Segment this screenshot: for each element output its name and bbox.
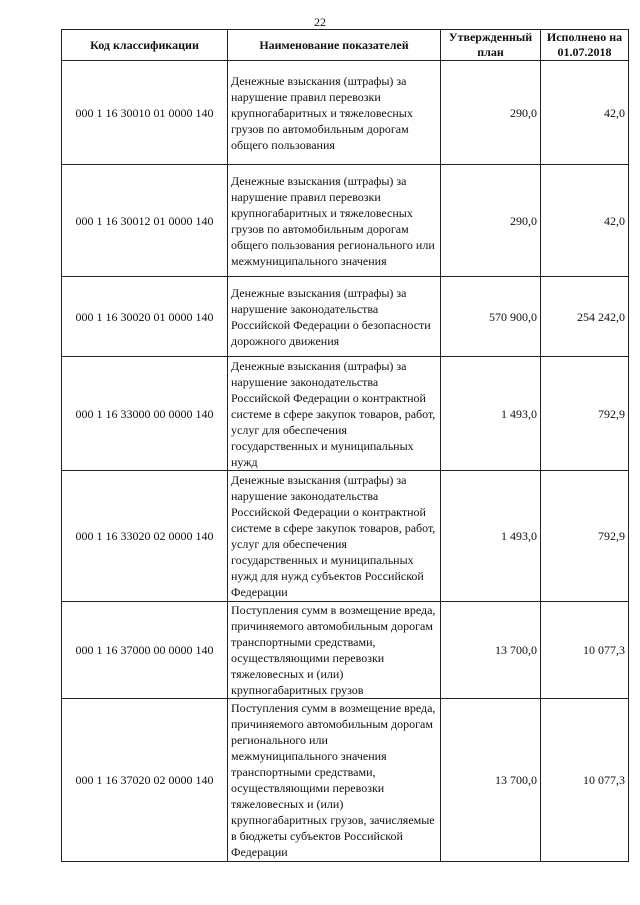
- table-row: [62, 471, 629, 602]
- row-name: Поступления сумм в возмещение вреда, причиняемого автомобильным дорогам транспортными средствами, осуществляющими перевозки тяжеловесных и (или) крупногабаритных грузов: [228, 602, 441, 699]
- row-name: Денежные взыскания (штрафы) за нарушение законодательства Российской Федерации о безопасности дорожного движения: [228, 277, 441, 357]
- table-header-row: [62, 30, 629, 61]
- row-plan: 13 700,0: [441, 602, 541, 699]
- row-plan: 1 493,0: [441, 357, 541, 471]
- row-done: 792,9: [541, 357, 629, 471]
- header-code: Код классификации: [62, 30, 228, 61]
- table-row: [62, 357, 629, 471]
- header-plan: Утвержденный план: [441, 30, 541, 61]
- row-code: 000 1 16 37000 00 0000 140: [62, 602, 228, 699]
- row-code: 000 1 16 30020 01 0000 140: [62, 277, 228, 357]
- row-done: 42,0: [541, 165, 629, 277]
- row-name: Денежные взыскания (штрафы) за нарушение правил перевозки крупногабаритных и тяжеловесных грузов по автомобильным дорогам общего пользования регионального или межмуниципального значения: [228, 165, 441, 277]
- header-name: Наименование показателей: [228, 30, 441, 61]
- row-plan: 290,0: [441, 61, 541, 165]
- row-name: Денежные взыскания (штрафы) за нарушение законодательства Российской Федерации о контрактной системе в сфере закупок товаров, работ, услуг для обеспечения государственных и муниципальных нужд для нужд субъектов Российской Федерации: [228, 471, 441, 602]
- row-code: 000 1 16 37020 02 0000 140: [62, 699, 228, 862]
- row-plan: 1 493,0: [441, 471, 541, 602]
- row-done: 10 077,3: [541, 602, 629, 699]
- table-row: [62, 602, 629, 699]
- row-plan: 570 900,0: [441, 277, 541, 357]
- table-row: [62, 699, 629, 862]
- table-row: [62, 61, 629, 165]
- row-done: 42,0: [541, 61, 629, 165]
- table-row: [62, 165, 629, 277]
- budget-table: [61, 29, 629, 862]
- row-code: 000 1 16 30010 01 0000 140: [62, 61, 228, 165]
- row-code: 000 1 16 30012 01 0000 140: [62, 165, 228, 277]
- row-name: Поступления сумм в возмещение вреда, причиняемого автомобильным дорогам регионального или межмуниципального значения транспортными средствами, осуществляющими перевозки тяжеловесных и (или) крупногабаритных грузов, зачисляемые в бюджеты субъектов Российской Федерации: [228, 699, 441, 862]
- row-plan: 290,0: [441, 165, 541, 277]
- page-number: 22: [314, 15, 326, 29]
- row-name: Денежные взыскания (штрафы) за нарушение законодательства Российской Федерации о контрактной системе в сфере закупок товаров, работ, услуг для обеспечения государственных и муниципальных нужд: [228, 357, 441, 471]
- row-code: 000 1 16 33020 02 0000 140: [62, 471, 228, 602]
- row-plan: 13 700,0: [441, 699, 541, 862]
- row-code: 000 1 16 33000 00 0000 140: [62, 357, 228, 471]
- row-name: Денежные взыскания (штрафы) за нарушение правил перевозки крупногабаритных и тяжеловесных грузов по автомобильным дорогам общего пользования: [228, 61, 441, 165]
- table-row: [62, 277, 629, 357]
- row-done: 792,9: [541, 471, 629, 602]
- row-done: 254 242,0: [541, 277, 629, 357]
- header-done: Исполнено на 01.07.2018: [541, 30, 629, 61]
- row-done: 10 077,3: [541, 699, 629, 862]
